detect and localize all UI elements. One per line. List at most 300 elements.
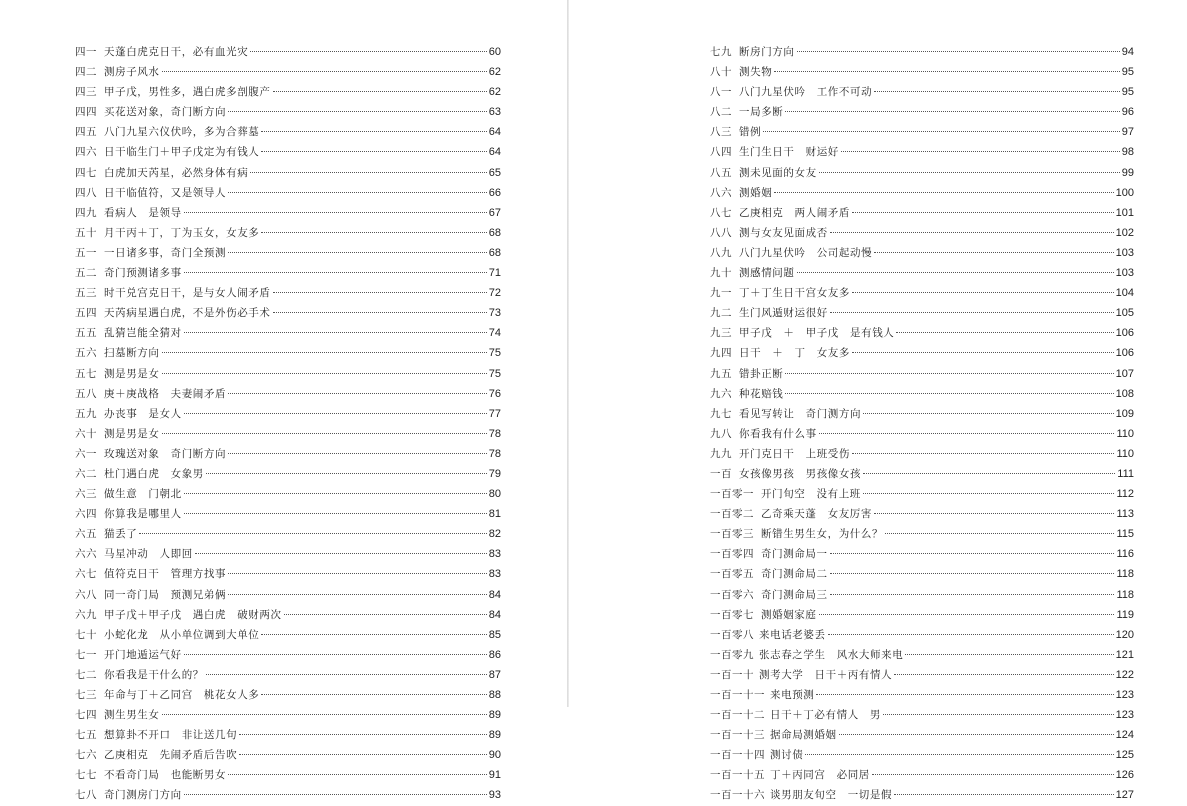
dot-leader bbox=[195, 553, 487, 554]
entry-title: 庚＋庚战格 夫妻闹矛盾 bbox=[104, 387, 227, 400]
dot-leader bbox=[883, 714, 1114, 715]
dot-leader bbox=[206, 674, 487, 675]
entry-title: 值符克日干 管理方找事 bbox=[104, 568, 227, 581]
dot-leader bbox=[228, 594, 487, 595]
toc-entry bbox=[75, 544, 501, 564]
entry-number: 八三 bbox=[710, 126, 732, 139]
entry-number: 四一 bbox=[75, 46, 97, 58]
entry-page-number: 85 bbox=[488, 628, 501, 641]
dot-leader bbox=[874, 91, 1120, 92]
entry-number: 一百一十四 bbox=[710, 749, 765, 762]
entry-title: 扫墓断方向 bbox=[104, 347, 160, 360]
dot-leader bbox=[184, 513, 487, 514]
entry-number: 七四 bbox=[75, 709, 97, 722]
dot-leader bbox=[819, 433, 1115, 434]
entry-page-number: 121 bbox=[1115, 648, 1134, 661]
entry-title: 日干临值符，又是领导人 bbox=[104, 186, 227, 199]
dot-leader bbox=[852, 212, 1114, 213]
entry-number: 一百一十六 bbox=[710, 789, 765, 802]
entry-title: 丁＋丁生日干宫女友多 bbox=[739, 287, 850, 300]
entry-number: 七九 bbox=[710, 46, 732, 58]
entry-page-number: 67 bbox=[488, 206, 501, 219]
toc-entry bbox=[75, 122, 501, 142]
toc-entry bbox=[710, 343, 1134, 363]
entry-page-number: 68 bbox=[488, 246, 501, 259]
entry-number: 四五 bbox=[75, 126, 97, 139]
dot-leader bbox=[261, 131, 486, 132]
entry-number: 九八 bbox=[710, 427, 732, 440]
entry-number: 六五 bbox=[75, 528, 97, 541]
dot-leader bbox=[239, 734, 487, 735]
toc-entry bbox=[710, 444, 1134, 464]
dot-leader bbox=[841, 151, 1120, 152]
entry-number: 六七 bbox=[75, 568, 97, 581]
entry-number: 四二 bbox=[75, 66, 97, 79]
entry-page-number: 100 bbox=[1115, 186, 1134, 199]
entry-title: 买花送对象，奇门断方向 bbox=[104, 106, 227, 119]
entry-title: 甲子戊 ＋ 甲子戊 是有钱人 bbox=[739, 327, 895, 340]
entry-title: 八门九星伏吟 工作不可动 bbox=[739, 86, 873, 99]
dot-leader bbox=[162, 373, 487, 374]
entry-title: 日干临生门＋甲子戊定为有钱人 bbox=[104, 146, 260, 159]
dot-leader bbox=[774, 192, 1113, 193]
dot-leader bbox=[239, 754, 487, 755]
entry-title: 甲子戊，男性多，遇白虎多剖腹产 bbox=[104, 86, 271, 99]
dot-leader bbox=[273, 312, 487, 313]
toc-entry bbox=[75, 42, 501, 62]
entry-number: 六三 bbox=[75, 488, 97, 501]
entry-number: 五二 bbox=[75, 267, 97, 280]
entry-page-number: 107 bbox=[1115, 367, 1134, 380]
toc-entry bbox=[75, 765, 501, 785]
entry-page-number: 83 bbox=[488, 568, 501, 581]
toc-entry bbox=[710, 645, 1134, 665]
entry-page-number: 111 bbox=[1117, 467, 1134, 480]
entry-title: 测婚姻 bbox=[739, 186, 773, 199]
entry-number: 五五 bbox=[75, 327, 97, 340]
entry-title: 开门克日干 上班受伤 bbox=[739, 447, 850, 460]
toc-entry bbox=[710, 524, 1134, 544]
entry-number: 一百 bbox=[710, 467, 732, 480]
entry-number: 八四 bbox=[710, 146, 732, 159]
toc-entry bbox=[75, 725, 501, 745]
dot-leader bbox=[830, 312, 1114, 313]
entry-page-number: 89 bbox=[488, 729, 501, 742]
entry-page-number: 76 bbox=[488, 387, 501, 400]
toc-entry bbox=[710, 203, 1134, 223]
entry-page-number: 71 bbox=[488, 267, 501, 280]
entry-title: 奇门测命局二 bbox=[761, 568, 828, 581]
toc-entry bbox=[710, 42, 1134, 62]
entry-number: 一百零六 bbox=[710, 588, 754, 601]
entry-title: 断错生男生女，为什么？ bbox=[761, 528, 884, 541]
toc-entry bbox=[710, 122, 1134, 142]
entry-title: 测未见面的女友 bbox=[739, 166, 817, 179]
entry-page-number: 87 bbox=[488, 668, 501, 681]
entry-title: 测与女友见面成否 bbox=[739, 226, 828, 239]
toc-entry bbox=[710, 745, 1134, 765]
entry-title: 你看我有什么事 bbox=[739, 427, 817, 440]
toc-entry bbox=[75, 243, 501, 263]
entry-number: 七十 bbox=[75, 628, 97, 641]
dot-leader bbox=[261, 634, 486, 635]
toc-entry bbox=[710, 464, 1134, 484]
dot-leader bbox=[184, 332, 487, 333]
toc-entry bbox=[75, 163, 501, 183]
entry-page-number: 75 bbox=[488, 347, 501, 360]
entry-page-number: 106 bbox=[1115, 327, 1134, 340]
entry-title: 白虎加天芮星，必然身体有病 bbox=[104, 166, 249, 179]
entry-number: 五一 bbox=[75, 246, 97, 259]
entry-title: 年命与丁＋乙同宫 桃花女人多 bbox=[104, 689, 260, 701]
entry-page-number: 105 bbox=[1115, 307, 1134, 320]
toc-entry bbox=[710, 504, 1134, 524]
entry-title: 断房门方向 bbox=[739, 46, 795, 58]
dot-leader bbox=[261, 694, 486, 695]
toc-entry bbox=[75, 625, 501, 645]
dot-leader bbox=[261, 151, 486, 152]
entry-title: 不看奇门局 也能断男女 bbox=[104, 769, 227, 782]
entry-title: 测考大学 日干＋丙有情人 bbox=[759, 668, 893, 681]
entry-number: 五七 bbox=[75, 367, 97, 380]
entry-title: 日干 ＋ 丁 女友多 bbox=[739, 347, 850, 360]
toc-entry bbox=[710, 665, 1134, 685]
entry-title: 丁＋丙同宫 必同居 bbox=[770, 769, 870, 782]
entry-page-number: 95 bbox=[1121, 86, 1134, 99]
dot-leader bbox=[905, 654, 1113, 655]
dot-leader bbox=[184, 272, 487, 273]
entry-number: 六二 bbox=[75, 467, 97, 480]
toc-list-left bbox=[75, 42, 501, 806]
dot-leader bbox=[816, 694, 1113, 695]
entry-number: 四七 bbox=[75, 166, 97, 179]
entry-title: 生门风遁财运很好 bbox=[739, 307, 828, 320]
entry-number: 八六 bbox=[710, 186, 732, 199]
entry-page-number: 68 bbox=[488, 226, 501, 239]
entry-number: 四四 bbox=[75, 106, 97, 119]
left-page bbox=[0, 0, 568, 802]
entry-page-number: 81 bbox=[488, 508, 501, 521]
dot-leader bbox=[839, 734, 1114, 735]
book-gutter bbox=[567, 0, 569, 707]
entry-number: 八十 bbox=[710, 66, 732, 79]
toc-entry bbox=[710, 404, 1134, 424]
dot-leader bbox=[830, 232, 1114, 233]
toc-entry bbox=[75, 645, 501, 665]
dot-leader bbox=[228, 192, 487, 193]
toc-entry bbox=[710, 585, 1134, 605]
entry-title: 一日诸多事，奇门全预测 bbox=[104, 246, 227, 259]
entry-page-number: 115 bbox=[1116, 528, 1134, 541]
entry-title: 杜门遇白虎 女象男 bbox=[104, 467, 204, 480]
entry-title: 做生意 门朝北 bbox=[104, 488, 182, 501]
entry-number: 九三 bbox=[710, 327, 732, 340]
toc-entry bbox=[710, 142, 1134, 162]
dot-leader bbox=[284, 614, 487, 615]
entry-page-number: 82 bbox=[488, 528, 501, 541]
entry-title: 来电预测 bbox=[770, 689, 815, 701]
entry-number: 一百一十 bbox=[710, 668, 754, 681]
toc-entry bbox=[75, 384, 501, 404]
entry-number: 五九 bbox=[75, 407, 97, 420]
entry-number: 六一 bbox=[75, 447, 97, 460]
entry-title: 测失物 bbox=[739, 66, 773, 79]
dot-leader bbox=[863, 473, 1115, 474]
entry-page-number: 93 bbox=[488, 789, 501, 802]
entry-number: 一百一十二 bbox=[710, 709, 765, 722]
entry-number: 四八 bbox=[75, 186, 97, 199]
toc-entry bbox=[710, 544, 1134, 564]
entry-page-number: 103 bbox=[1115, 267, 1134, 280]
right-page bbox=[570, 0, 1187, 802]
entry-title: 奇门测命局三 bbox=[761, 588, 828, 601]
dot-leader bbox=[874, 513, 1114, 514]
dot-leader bbox=[819, 172, 1120, 173]
dot-leader bbox=[228, 774, 487, 775]
entry-number: 八九 bbox=[710, 246, 732, 259]
toc-entry bbox=[710, 685, 1134, 705]
entry-page-number: 78 bbox=[488, 427, 501, 440]
toc-entry bbox=[75, 685, 501, 705]
dot-leader bbox=[852, 453, 1114, 454]
entry-title: 来电话老婆丢 bbox=[759, 628, 826, 641]
entry-page-number: 79 bbox=[488, 467, 501, 480]
entry-title: 测是男是女 bbox=[104, 367, 160, 380]
dot-leader bbox=[228, 453, 487, 454]
entry-page-number: 62 bbox=[488, 66, 501, 79]
entry-number: 六十 bbox=[75, 427, 97, 440]
entry-page-number: 118 bbox=[1116, 588, 1134, 601]
dot-leader bbox=[162, 352, 487, 353]
entry-number: 九二 bbox=[710, 307, 732, 320]
toc-entry bbox=[75, 705, 501, 725]
entry-page-number: 78 bbox=[488, 447, 501, 460]
entry-page-number: 125 bbox=[1115, 749, 1134, 762]
entry-title: 马星冲动 人即回 bbox=[104, 548, 193, 561]
dot-leader bbox=[184, 794, 487, 795]
entry-number: 七一 bbox=[75, 648, 97, 661]
entry-title: 测讨债 bbox=[770, 749, 804, 762]
entry-page-number: 62 bbox=[488, 86, 501, 99]
entry-title: 看见写转让 奇门测方向 bbox=[739, 407, 862, 420]
dot-leader bbox=[894, 794, 1114, 795]
entry-title: 乙庚相克 先闹矛盾后告吹 bbox=[104, 749, 238, 762]
entry-number: 七七 bbox=[75, 769, 97, 782]
entry-number: 六九 bbox=[75, 608, 97, 621]
entry-number: 八二 bbox=[710, 106, 732, 119]
entry-number: 一百一十三 bbox=[710, 729, 765, 742]
entry-page-number: 63 bbox=[488, 106, 501, 119]
dot-leader bbox=[894, 674, 1113, 675]
toc-entry bbox=[75, 404, 501, 424]
entry-page-number: 113 bbox=[1116, 508, 1134, 521]
entry-title: 天芮病星遇白虎，不是外伤必手术 bbox=[104, 307, 271, 320]
entry-page-number: 112 bbox=[1116, 488, 1134, 501]
entry-page-number: 123 bbox=[1115, 709, 1134, 722]
toc-entry bbox=[710, 605, 1134, 625]
entry-number: 八五 bbox=[710, 166, 732, 179]
toc-entry bbox=[710, 303, 1134, 323]
dot-leader bbox=[785, 111, 1119, 112]
entry-page-number: 77 bbox=[488, 407, 501, 420]
entry-page-number: 60 bbox=[488, 46, 501, 58]
toc-entry bbox=[710, 705, 1134, 725]
entry-title: 奇门测命局一 bbox=[761, 548, 828, 561]
dot-leader bbox=[184, 654, 487, 655]
entry-title: 测房子风水 bbox=[104, 66, 160, 79]
toc-entry bbox=[75, 585, 501, 605]
entry-number: 六六 bbox=[75, 548, 97, 561]
entry-title: 奇门测房门方向 bbox=[104, 789, 182, 802]
entry-title: 错例 bbox=[739, 126, 762, 139]
entry-page-number: 88 bbox=[488, 689, 501, 701]
toc-entry bbox=[710, 82, 1134, 102]
entry-page-number: 123 bbox=[1115, 689, 1134, 701]
toc-entry bbox=[75, 303, 501, 323]
entry-page-number: 64 bbox=[488, 126, 501, 139]
entry-page-number: 108 bbox=[1115, 387, 1134, 400]
entry-number: 七五 bbox=[75, 729, 97, 742]
entry-number: 九一 bbox=[710, 287, 732, 300]
dot-leader bbox=[228, 573, 487, 574]
entry-page-number: 75 bbox=[488, 367, 501, 380]
dot-leader bbox=[250, 172, 486, 173]
entry-number: 一百零一 bbox=[710, 488, 754, 501]
entry-title: 想算卦不开口 非让送几句 bbox=[104, 729, 238, 742]
entry-number: 一百一十五 bbox=[710, 769, 765, 782]
dot-leader bbox=[162, 71, 487, 72]
dot-leader bbox=[273, 91, 487, 92]
entry-page-number: 84 bbox=[488, 588, 501, 601]
dot-leader bbox=[184, 493, 487, 494]
entry-number: 八七 bbox=[710, 206, 732, 219]
entry-number: 六四 bbox=[75, 508, 97, 521]
entry-page-number: 126 bbox=[1115, 769, 1134, 782]
entry-title: 猫丢了 bbox=[104, 528, 138, 541]
toc-entry bbox=[75, 464, 501, 484]
dot-leader bbox=[872, 774, 1114, 775]
toc-entry bbox=[75, 223, 501, 243]
entry-page-number: 98 bbox=[1121, 146, 1134, 159]
entry-title: 办丧事 是女人 bbox=[104, 407, 182, 420]
entry-title: 测感情问题 bbox=[739, 267, 795, 280]
entry-page-number: 74 bbox=[488, 327, 501, 340]
entry-title: 种花赔钱 bbox=[739, 387, 784, 400]
dot-leader bbox=[852, 292, 1114, 293]
entry-page-number: 99 bbox=[1121, 166, 1134, 179]
entry-title: 女孩像男孩 男孩像女孩 bbox=[739, 467, 862, 480]
dot-leader bbox=[797, 51, 1120, 52]
toc-entry bbox=[75, 424, 501, 444]
entry-title: 乙奇乘天蓬 女友厉害 bbox=[761, 508, 872, 521]
entry-number: 四三 bbox=[75, 86, 97, 99]
entry-number: 六八 bbox=[75, 588, 97, 601]
entry-number: 一百零八 bbox=[710, 628, 754, 641]
dot-leader bbox=[874, 252, 1113, 253]
toc-entry bbox=[710, 765, 1134, 785]
entry-page-number: 124 bbox=[1115, 729, 1134, 742]
entry-page-number: 118 bbox=[1116, 568, 1134, 581]
entry-page-number: 110 bbox=[1116, 427, 1134, 440]
entry-page-number: 72 bbox=[488, 287, 501, 300]
entry-number: 九十 bbox=[710, 267, 732, 280]
entry-number: 七三 bbox=[75, 689, 97, 701]
entry-page-number: 65 bbox=[488, 166, 501, 179]
entry-number: 八一 bbox=[710, 86, 732, 99]
dot-leader bbox=[206, 473, 487, 474]
toc-entry bbox=[710, 785, 1134, 805]
entry-title: 玫瑰送对象 奇门断方向 bbox=[104, 447, 227, 460]
entry-number: 五三 bbox=[75, 287, 97, 300]
toc-entry bbox=[75, 785, 501, 805]
entry-number: 九六 bbox=[710, 387, 732, 400]
dot-leader bbox=[819, 614, 1115, 615]
entry-page-number: 104 bbox=[1115, 287, 1134, 300]
toc-entry bbox=[75, 605, 501, 625]
entry-title: 测婚姻家庭 bbox=[761, 608, 817, 621]
entry-number: 一百零九 bbox=[710, 648, 754, 661]
toc-entry bbox=[75, 62, 501, 82]
entry-page-number: 95 bbox=[1121, 66, 1134, 79]
entry-number: 一百零七 bbox=[710, 608, 754, 621]
dot-leader bbox=[162, 433, 487, 434]
entry-title: 一局多断 bbox=[739, 106, 784, 119]
entry-page-number: 116 bbox=[1116, 548, 1134, 561]
toc-entry bbox=[710, 564, 1134, 584]
toc-entry bbox=[75, 364, 501, 384]
entry-title: 月干丙＋丁，丁为玉女，女友多 bbox=[104, 226, 260, 239]
dot-leader bbox=[273, 292, 487, 293]
toc-entry bbox=[710, 625, 1134, 645]
dot-leader bbox=[852, 352, 1114, 353]
entry-page-number: 80 bbox=[488, 488, 501, 501]
entry-page-number: 127 bbox=[1115, 789, 1134, 802]
entry-number: 七二 bbox=[75, 668, 97, 681]
entry-title: 日干＋丁必有情人 男 bbox=[770, 709, 881, 722]
dot-leader bbox=[261, 232, 486, 233]
entry-page-number: 86 bbox=[488, 648, 501, 661]
toc-entry bbox=[75, 504, 501, 524]
entry-number: 七六 bbox=[75, 749, 97, 762]
entry-title: 八门九星伏吟 公司起动慢 bbox=[739, 246, 873, 259]
toc-entry bbox=[710, 283, 1134, 303]
entry-number: 一百一十一 bbox=[710, 689, 765, 701]
entry-title: 时干兑宫克日干，是与女人闹矛盾 bbox=[104, 287, 271, 300]
entry-number: 五八 bbox=[75, 387, 97, 400]
entry-page-number: 119 bbox=[1116, 608, 1134, 621]
entry-page-number: 64 bbox=[488, 146, 501, 159]
toc-entry bbox=[75, 564, 501, 584]
entry-number: 一百零二 bbox=[710, 508, 754, 521]
dot-leader bbox=[785, 393, 1113, 394]
entry-title: 生门生日干 财运好 bbox=[739, 146, 839, 159]
toc-entry bbox=[710, 263, 1134, 283]
dot-leader bbox=[863, 413, 1114, 414]
entry-page-number: 89 bbox=[488, 709, 501, 722]
entry-title: 测是男是女 bbox=[104, 427, 160, 440]
entry-title: 你看我是干什么的？ bbox=[104, 668, 204, 681]
toc-entry bbox=[710, 223, 1134, 243]
entry-page-number: 90 bbox=[488, 749, 501, 762]
entry-title: 谈男朋友旬空 一切是假 bbox=[770, 789, 893, 802]
toc-entry bbox=[75, 524, 501, 544]
dot-leader bbox=[797, 272, 1114, 273]
dot-leader bbox=[896, 332, 1113, 333]
toc-entry bbox=[75, 665, 501, 685]
entry-title: 据命局测婚姻 bbox=[770, 729, 837, 742]
entry-number: 九七 bbox=[710, 407, 732, 420]
dot-leader bbox=[139, 533, 486, 534]
